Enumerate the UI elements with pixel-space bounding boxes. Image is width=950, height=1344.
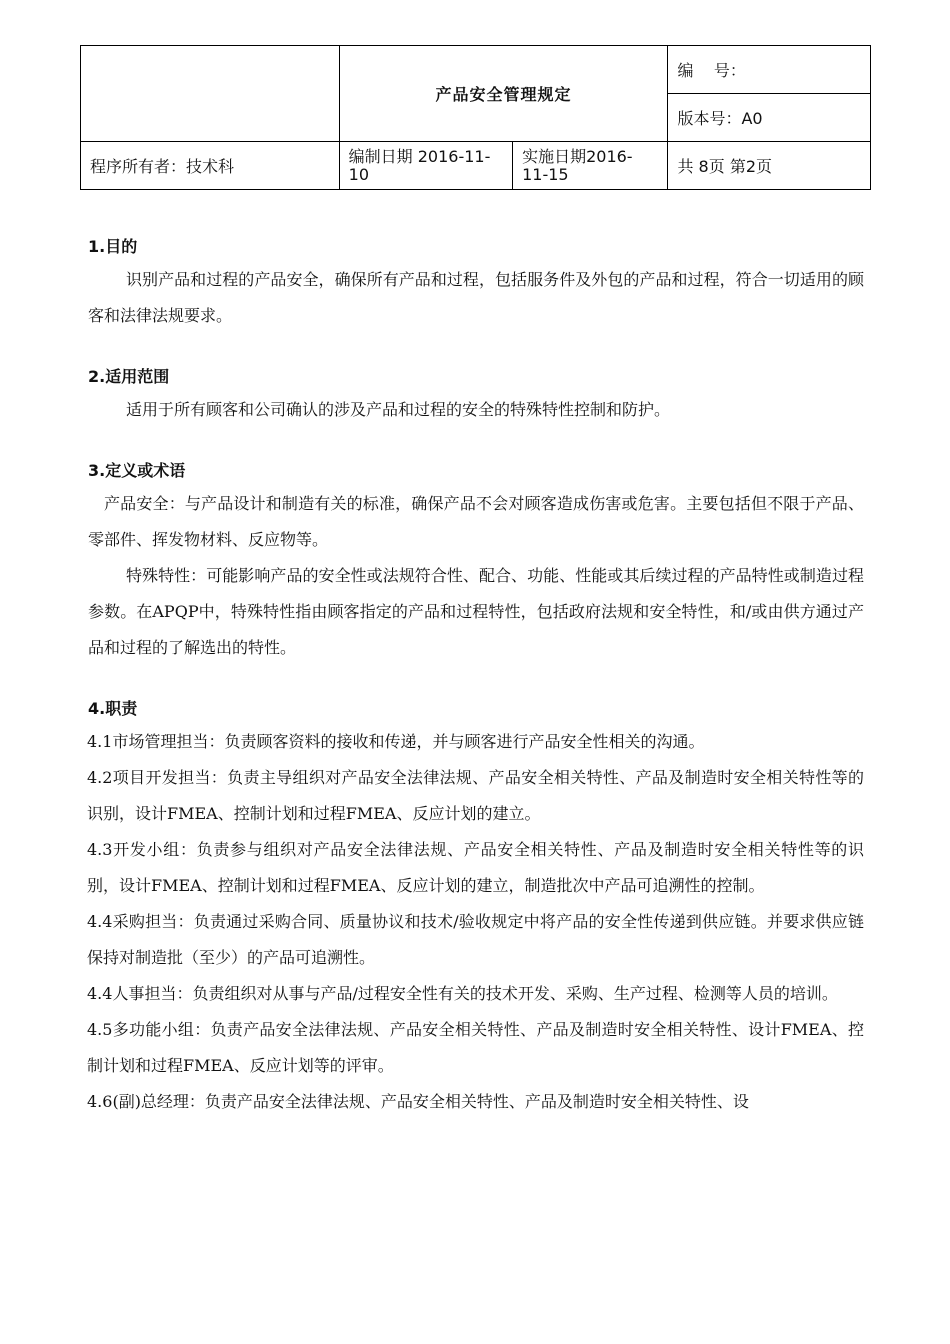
purpose-text: 识别产品和过程的产品安全，确保所有产品和过程，包括服务件及外包的产品和过程，符合一切适用的顾客和法律法规要求。 <box>88 270 864 325</box>
section-title-duties: 4.职责 <box>88 699 138 718</box>
effective-date-cell: 实施日期2016-11-15 <box>513 142 668 190</box>
document-header-table <box>80 45 871 190</box>
duty-item: 4.2项目开发担当：负责主导组织对产品安全法律法规、产品安全相关特性、产品及制造时安全相关特性等的识别，设计FMEA、控制计划和过程FMEA、反应计划的建立。 <box>87 768 864 823</box>
duty-item: 4.4人事担当：负责组织对从事与产品/过程安全性有关的技术开发、采购、生产过程、检测等人员的培训。 <box>87 984 838 1003</box>
logo-cell <box>81 46 340 142</box>
duty-item: 4.3开发小组：负责参与组织对产品安全法律法规、产品安全相关特性、产品及制造时安全相关特性等的识别，设计FMEA、控制计划和过程FMEA、反应计划的建立，制造批次中产品可追溯性的控制。 <box>87 840 864 895</box>
section-title-scope: 2.适用范围 <box>88 367 170 386</box>
document-title: 产品安全管理规定 <box>339 46 668 142</box>
definition-product-safety: 产品安全：与产品设计和制造有关的标准，确保产品不会对顾客造成伤害或危害。主要包括但不限于产品、零部件、挥发物材料、反应物等。 <box>88 494 864 549</box>
duty-item: 4.5多功能小组：负责产品安全法律法规、产品安全相关特性、产品及制造时安全相关特性、设计FMEA、控制计划和过程FMEA、反应计划等的评审。 <box>87 1020 864 1075</box>
document-body <box>88 232 864 1120</box>
duty-item: 4.1市场管理担当：负责顾客资料的接收和传递，并与顾客进行产品安全性相关的沟通。 <box>87 732 705 751</box>
compile-date-cell: 编制日期 2016-11-10 <box>339 142 512 190</box>
scope-text: 适用于所有顾客和公司确认的涉及产品和过程的安全的特殊特性控制和防护。 <box>126 400 671 419</box>
section-gap <box>88 428 864 456</box>
definition-special-characteristics: 特殊特性：可能影响产品的安全性或法规符合性、配合、功能、性能或其后续过程的产品特性或制造过程参数。在APQP中，特殊特性指由顾客指定的产品和过程特性，包括政府法规和安全特性，和/或由供方通过产品和过程的了解选出的特性。 <box>88 566 864 657</box>
duty-item: 4.6(副)总经理：负责产品安全法律法规、产品安全相关特性、产品及制造时安全相关特性、设 <box>87 1092 749 1111</box>
section-title-definitions: 3.定义或术语 <box>88 461 186 480</box>
duty-item: 4.4采购担当：负责通过采购合同、质量协议和技术/验收规定中将产品的安全性传递到供应链。并要求供应链保持对制造批（至少）的产品可追溯性。 <box>87 912 864 967</box>
version-label: 版本号：A0 <box>668 94 871 142</box>
owner-cell: 程序所有者：技术科 <box>81 142 340 190</box>
document-number-label: 编 号： <box>668 46 871 94</box>
section-gap <box>88 666 864 694</box>
section-title-purpose: 1.目的 <box>88 237 138 256</box>
page-count-cell: 共 8页 第2页 <box>668 142 871 190</box>
section-gap <box>88 334 864 362</box>
